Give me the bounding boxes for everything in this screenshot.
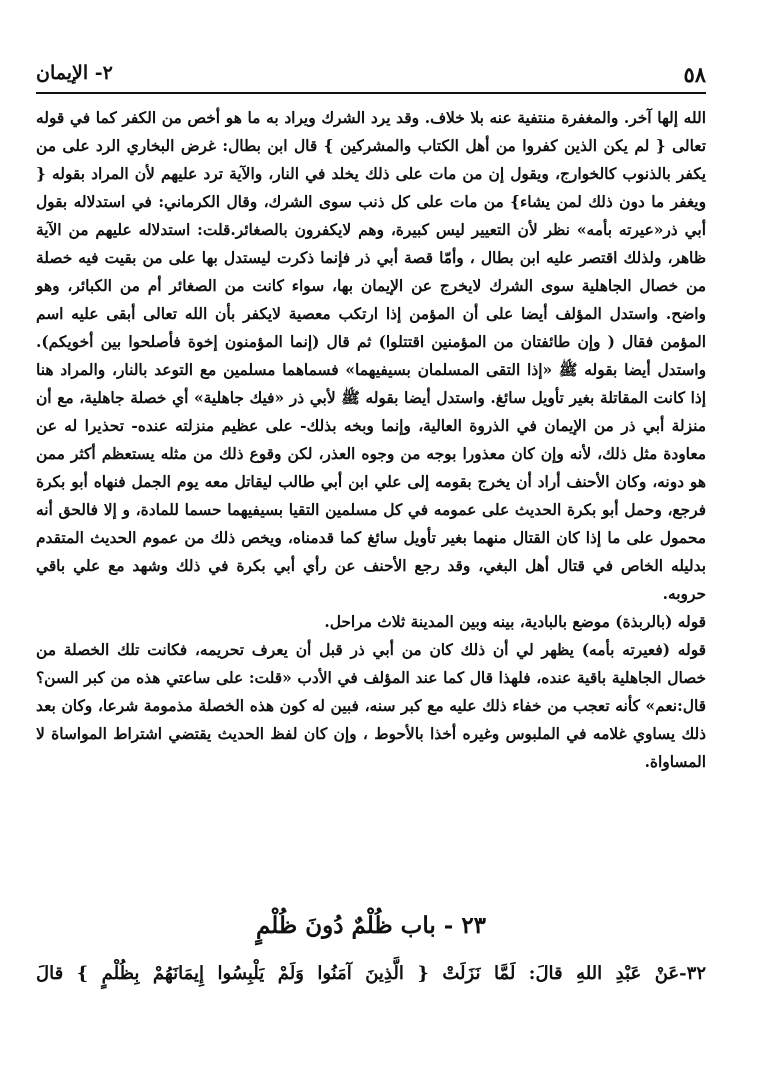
commentary-text [36, 104, 706, 776]
paragraph [36, 608, 706, 636]
paragraph-text: (فعيرته بأمه) يظهر لي أن ذلك كان من أبي ذر قبل أن يعرف تحريمه، فكانت تلك الخصلة من خصال الجاهلية باقية عنده، فلهذا قال كما عند المؤلف في الأدب «قلت: على ساعتي هذه من كبر السن؟ قال:نعم» كأنه تعجب من خفاء ذلك عليه مع كبر سنه، فبين له كون هذه الخصلة مذمومة شرعا، وكان بعد ذلك يساوي غلامه في الملبوس وغيره أخذا بالأحوط ، وإن كان لفظ الحديث يقتضي اشتراط المواساة لا المساواة. [36, 641, 706, 771]
page-number: ٥٨ [683, 62, 706, 87]
running-header [36, 58, 706, 92]
lemma-marker: قوله [677, 613, 706, 631]
chapter-title: ٢- الإيمان [36, 62, 113, 84]
lemma-marker: قوله [677, 641, 706, 659]
paragraph [36, 636, 706, 776]
chapter-heading: ٢٣ - باب ظُلْمٌ دُونَ ظُلْمٍ [255, 912, 487, 939]
paragraph-text: (بالربذة) موضع بالبادية، بينه وبين المدينة ثلاث مراحل. [324, 613, 678, 631]
hadith-text: ٣٢-عَنْ عَبْدِ اللهِ قالَ: لَمَّا نَزَلَتْ { الَّذِينَ آمَنُوا وَلَمْ يَلْبِسُوا إِيمَانَهُمْ بِظُلْمٍ } قالَ [36, 963, 706, 984]
paragraph: الله إلها آخر. والمغفرة منتفية عنه بلا خلاف. وقد يرد الشرك ويراد به ما هو أخص من الكفر كما في قوله تعالى { لم يكن الذين كفروا من أهل الكتاب والمشركين } قال ابن بطال: غرض البخاري الرد على من يكفر بالذنوب كالخوارج، ويقول إن من مات على ذلك يخلد في النار، والآية ترد عليهم لأن المراد بقوله { ويغفر ما دون ذلك لمن يشاء} من مات على كل ذنب سوى الشرك، وقال الكرماني: في استدلاله بقول أبي ذر«عيرته بأمه» نظر لأن التعيير ليس كبيرة، وهم لايكفرون بالصغائر.قلت: استدلاله عليهم من الآية ظاهر، ولذلك اقتصر عليه ابن بطال ، وأمّا قصة أبي ذر فإنما ذكرت ليستدل بها على من بقيت فيه خصلة من خصال الجاهلية سوى الشرك لايخرج عن الإيمان بها، سواء كانت من الصغائر أم من الكبائر، وهو واضح. واستدل المؤلف أيضا على أن المؤمن إذا ارتكب معصية لايكفر بأن الله تعالى أبقى عليه اسم المؤمن فقال ( وإن طائفتان من المؤمنين اقتتلوا) ثم قال (إنما المؤمنون إخوة فأصلحوا بين أخويكم). واستدل أيضا بقوله ﷺ «إذا التقى المسلمان بسيفيهما» فسماهما مسلمين مع التوعد بالنار، والمراد هنا إذا كانت المقاتلة بغير تأويل سائغ. واستدل أيضا بقوله ﷺ لأبي ذر «فيك جاهلية» أي خصلة جاهلية، مع أن منزلة أبي ذر من الإيمان في الذروة العالية، وإنما وبخه بذلك- على عظيم منزلته عنده- تحذيرا له عن معاودة مثل ذلك، لأنه وإن كان معذورا بوجه من وجوه العذر، لكن وقوع ذلك من مثله يستعظم أكثر ممن هو دونه، وكان الأحنف أراد أن يخرج بقومه إلى علي ابن أبي طالب ليقاتل معه يوم الجمل فنهاه أبو بكرة فرجع، وحمل أبو بكرة الحديث على عمومه في كل مسلمين التقيا بسيفيهما حسما للمادة، و إلا فالحق أنه محمول على ما إذا كان القتال منهما بغير تأويل سائغ كما قدمناه، ويخص ذلك من عموم الحديث المتقدم بدليله الخاص في قتال أهل البغي، وقد رجع الأحنف عن رأي أبي بكرة في ذلك وشهد مع علي باقي حروبه. [36, 109, 706, 603]
header-rule [36, 92, 706, 94]
